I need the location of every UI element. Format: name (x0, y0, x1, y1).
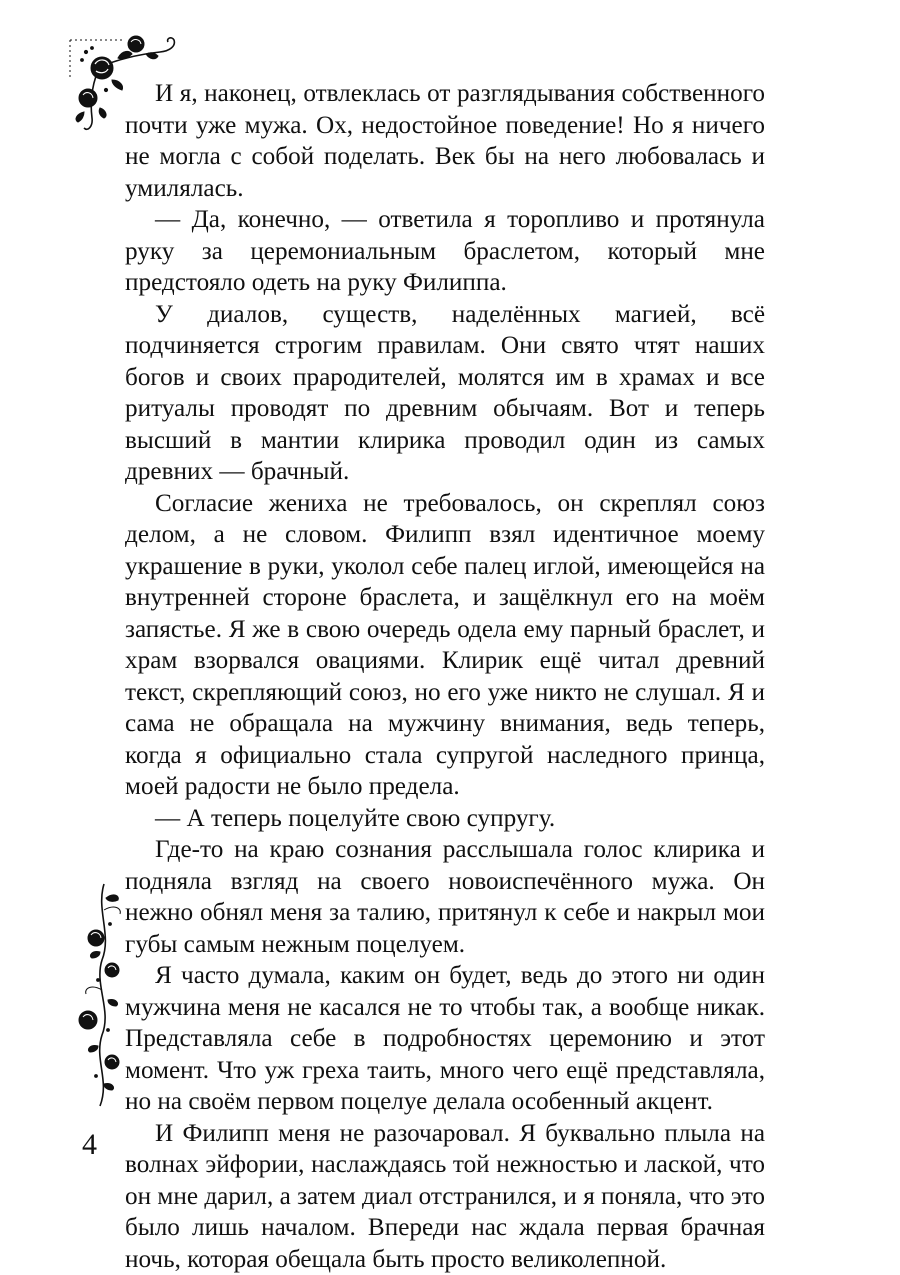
paragraph: Я часто думала, каким он будет, ведь до этого ни один мужчина меня не касался не то чтобы так, а вообще никак. Представляла себе в подробностях церемонию и этот момент. Что уж греха таить, много чего ещё представляла, но на своём первом поцелуе делала особенный акцент. (125, 960, 765, 1118)
chapter-text (125, 78, 765, 1275)
paragraph: У диалов, существ, наделённых магией, всё подчиняется строгим правилам. Они свято чтят наших богов и своих прародителей, молятся им в храмах и все ритуалы проводят по древним обычаям. Вот и теперь высший в мантии клирика проводил один из самых древних — брачный. (125, 299, 765, 488)
paragraph: — Да, конечно, — ответила я торопливо и протянула руку за церемониальным браслетом, который мне предстояло одеть на руку Филиппа. (125, 204, 765, 299)
paragraph: Где-то на краю сознания расслышала голос клирика и подняла взгляд на своего новоиспечённого мужа. Он нежно обнял меня за талию, притянул к себе и накрыл мои губы самым нежным поцелуем. (125, 834, 765, 960)
paragraph: И Филипп меня не разочаровал. Я буквально плыла на волнах эйфории, наслаждаясь той нежностью и лаской, что он мне дарил, а затем диал отстранился, и я поняла, что это было лишь началом. Впереди нас ждала первая брачная ночь, которая обещала быть просто великолепной. (125, 1118, 765, 1275)
page-number: 4 (82, 1128, 97, 1162)
paragraph: И я, наконец, отвлеклась от разглядывания собственного почти уже мужа. Ох, недостойное поведение! Но я ничего не могла с собой поделать. Век бы на него любовалась и умилялась. (125, 78, 765, 204)
paragraph: Согласие жениха не требовалось, он скреплял союз делом, а не словом. Филипп взял идентичное моему украшение в руки, уколол себе палец иглой, имеющейся на внутренней стороне браслета, и защёлкнул его на моём запястье. Я же в свою очередь одела ему парный браслет, и храм взорвался овациями. Клирик ещё читал древний текст, скрепляющий союз, но его уже никто не слушал. Я и сама не обращала на мужчину внимания, ведь теперь, когда я официально стала супругой наследного принца, моей радости не было предела. (125, 488, 765, 803)
rose-vine-icon (74, 880, 134, 1110)
paragraph: — А теперь поцелуйте свою супругу. (125, 803, 765, 835)
